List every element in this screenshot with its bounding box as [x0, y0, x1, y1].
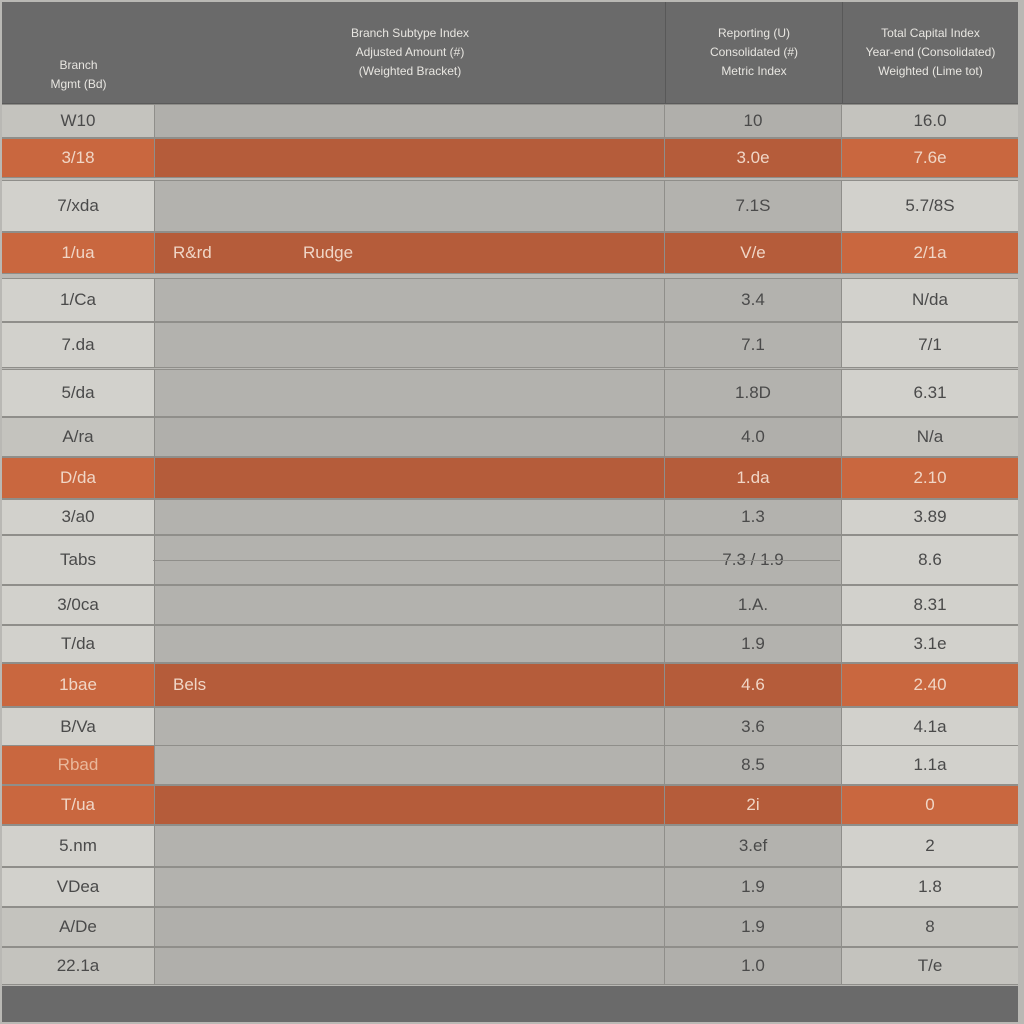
cell-text: R&rd	[173, 243, 212, 262]
table-cell	[2, 323, 155, 367]
table-cell	[842, 279, 1018, 321]
table-header	[2, 2, 1018, 105]
table-cell	[665, 786, 842, 824]
table-row	[2, 138, 1018, 178]
table-row	[2, 499, 1018, 535]
cell-text: 0	[925, 795, 935, 814]
cell-text: 1bae	[59, 675, 97, 694]
table-cell	[155, 626, 665, 662]
table-cell	[842, 626, 1018, 662]
table-cell	[665, 105, 842, 137]
cell-text: 1/Ca	[60, 290, 96, 309]
cell-text: 5.nm	[59, 836, 97, 855]
cell-text: VDea	[56, 877, 100, 896]
table-cell	[842, 708, 1018, 746]
table-cell	[2, 948, 155, 984]
table-row	[2, 585, 1018, 625]
cell-text: 6.31	[913, 383, 947, 402]
table-cell	[665, 418, 842, 456]
cell-text-secondary: Rudge	[303, 243, 354, 262]
table-cell	[2, 664, 155, 706]
table-cell	[155, 105, 665, 137]
table-cell	[842, 370, 1018, 416]
table-row	[2, 663, 1018, 707]
cell-text: 4.1a	[913, 717, 947, 736]
cell-text: B/Va	[60, 717, 96, 736]
cell-text: 3/18	[61, 148, 95, 167]
cell-text: 3.1e	[913, 634, 947, 653]
cell-text: Rbad	[57, 755, 99, 774]
table-cell	[2, 279, 155, 321]
header-col-total	[842, 2, 1018, 103]
table-cell	[2, 908, 155, 946]
header-text: Mgmt (Bd)	[50, 77, 107, 91]
header-col-subtype	[155, 2, 665, 103]
cell-text: 1.1a	[913, 755, 947, 774]
table-cell	[2, 181, 155, 231]
cell-text: 1.3	[741, 507, 765, 526]
cell-text: 8.31	[913, 595, 947, 614]
cell-text: 1.da	[736, 468, 770, 487]
cell-text: 3/0ca	[57, 595, 99, 614]
cell-text: 7.6e	[913, 148, 947, 167]
table-row	[2, 745, 1018, 785]
table-cell	[665, 139, 842, 177]
cell-text: 10	[743, 111, 763, 130]
table-row	[2, 322, 1018, 368]
table-cell	[2, 746, 155, 784]
table-cell	[665, 500, 842, 534]
cell-text: 7.3 / 1.9	[722, 550, 784, 569]
cell-text: Tabs	[60, 550, 96, 569]
table-row	[2, 457, 1018, 499]
table-cell	[665, 323, 842, 367]
table-cell	[842, 536, 1018, 584]
cell-text: Bels	[173, 675, 207, 694]
table-cell	[2, 708, 155, 746]
table-row	[2, 232, 1018, 274]
table-row	[2, 278, 1018, 322]
table-cell	[842, 868, 1018, 906]
cell-text: 4.0	[741, 427, 765, 446]
table-row	[2, 369, 1018, 417]
header-col-branch	[2, 2, 155, 103]
header-text: Total Capital Index	[881, 26, 980, 40]
table-row	[2, 625, 1018, 663]
cell-text: T/da	[60, 634, 96, 653]
header-text: Reporting (U)	[717, 26, 791, 40]
row-subdivider	[153, 560, 840, 561]
table-cell	[842, 105, 1018, 137]
table-cell	[665, 868, 842, 906]
cell-text: 3.89	[913, 507, 947, 526]
table-cell	[155, 500, 665, 534]
table-cell	[842, 181, 1018, 231]
cell-text: 3.0e	[736, 148, 770, 167]
cell-text: 1.A.	[737, 595, 769, 614]
table-cell	[842, 233, 1018, 273]
table-cell	[665, 948, 842, 984]
cell-text: 1.9	[741, 917, 765, 936]
table-cell	[665, 458, 842, 498]
cell-text: 8.5	[741, 755, 765, 774]
cell-text: 1.8	[918, 877, 942, 896]
cell-text: 2	[925, 836, 935, 855]
table-cell	[842, 948, 1018, 984]
table-cell	[665, 586, 842, 624]
cell-text: 2.10	[913, 468, 947, 487]
header-col-reporting	[665, 2, 842, 103]
cell-text: W10	[60, 111, 96, 130]
table-cell	[665, 708, 842, 746]
table-cell	[2, 233, 155, 273]
cell-text: 1.9	[741, 634, 765, 653]
table-cell	[842, 664, 1018, 706]
cell-text: 7/xda	[57, 196, 99, 215]
table-cell	[155, 418, 665, 456]
cell-text: 4.6	[741, 675, 765, 694]
cell-text: 16.0	[913, 111, 947, 130]
table-cell	[665, 370, 842, 416]
cell-text: T/e	[917, 956, 943, 975]
table-cell	[665, 233, 842, 273]
table-cell	[155, 323, 665, 367]
header-text: Branch	[59, 58, 98, 72]
table-cell	[155, 458, 665, 498]
header-text: Adjusted Amount (#)	[355, 45, 465, 59]
table-cell	[2, 786, 155, 824]
table-cell	[2, 586, 155, 624]
table-cell	[155, 908, 665, 946]
table-row	[2, 104, 1018, 138]
table-cell	[2, 105, 155, 137]
cell-text: 7.1	[741, 335, 765, 354]
cell-text: 5.7/8S	[905, 196, 955, 215]
table-cell	[2, 370, 155, 416]
cell-text: 3.4	[741, 290, 765, 309]
table-cell	[155, 868, 665, 906]
table-cell	[155, 233, 665, 273]
table-cell	[2, 500, 155, 534]
table-cell	[665, 908, 842, 946]
table-cell	[2, 139, 155, 177]
table-cell	[2, 418, 155, 456]
table-cell	[842, 826, 1018, 866]
cell-text: 3.6	[741, 717, 765, 736]
header-text: Year-end (Consolidated)	[865, 45, 996, 59]
table-row	[2, 707, 1018, 747]
table-row	[2, 825, 1018, 867]
table-cell	[842, 746, 1018, 784]
header-text: (Weighted Bracket)	[358, 64, 462, 78]
header-text: Metric Index	[721, 64, 787, 78]
table-cell	[155, 586, 665, 624]
table-cell	[842, 323, 1018, 367]
table-cell	[842, 418, 1018, 456]
cell-text: 3/a0	[61, 507, 95, 526]
table-cell	[155, 181, 665, 231]
header-text: Consolidated (#)	[709, 45, 799, 59]
table-cell	[2, 626, 155, 662]
table-cell	[665, 279, 842, 321]
header-text: Branch Subtype Index	[350, 26, 470, 40]
table-row	[2, 417, 1018, 457]
table-cell	[155, 139, 665, 177]
table-row	[2, 785, 1018, 825]
cell-text: 2/1a	[913, 243, 947, 262]
table-cell	[842, 786, 1018, 824]
cell-text: 1.9	[741, 877, 765, 896]
table-cell	[155, 708, 665, 746]
table-cell	[665, 664, 842, 706]
table-row	[2, 180, 1018, 232]
cell-text: A/ra	[62, 427, 94, 446]
table-cell	[2, 458, 155, 498]
table-cell	[155, 826, 665, 866]
cell-text: 7/1	[918, 335, 942, 354]
cell-text: A/De	[59, 917, 97, 936]
table-row	[2, 867, 1018, 907]
table-cell	[842, 458, 1018, 498]
table-cell	[155, 279, 665, 321]
cell-text: 1/ua	[61, 243, 95, 262]
cell-text: 8.6	[918, 550, 942, 569]
cell-text: 7.1S	[735, 196, 771, 215]
cell-text: T/ua	[60, 795, 96, 814]
cell-text: N/a	[916, 427, 944, 446]
table-cell	[665, 826, 842, 866]
table-cell	[2, 868, 155, 906]
cell-text: 1.8D	[735, 383, 771, 402]
cell-text: 5/da	[61, 383, 95, 402]
header-text: Weighted (Lime tot)	[878, 64, 983, 78]
table-cell	[842, 139, 1018, 177]
table-row	[2, 907, 1018, 947]
table-cell	[665, 746, 842, 784]
table-cell	[155, 746, 665, 784]
cell-text: 2.40	[913, 675, 947, 694]
table-cell	[842, 908, 1018, 946]
cell-text: 8	[925, 917, 935, 936]
cell-text: N/da	[912, 290, 948, 309]
table-cell	[665, 181, 842, 231]
cell-text: 2i	[746, 795, 760, 814]
cell-text: 7.da	[61, 335, 95, 354]
table-cell	[842, 500, 1018, 534]
cell-text: D/da	[60, 468, 96, 487]
table-cell	[665, 626, 842, 662]
table-cell	[155, 948, 665, 984]
table-cell	[155, 786, 665, 824]
cell-text: V/e	[740, 243, 766, 262]
table-cell	[2, 826, 155, 866]
table-cell	[2, 536, 155, 584]
table-row	[2, 947, 1018, 985]
table-footer	[2, 986, 1018, 1022]
table-cell	[155, 370, 665, 416]
table-cell	[842, 586, 1018, 624]
cell-text: 22.1a	[56, 956, 100, 975]
cell-text: 3.ef	[738, 836, 768, 855]
table-cell	[155, 664, 665, 706]
cell-text: 1.0	[741, 956, 765, 975]
